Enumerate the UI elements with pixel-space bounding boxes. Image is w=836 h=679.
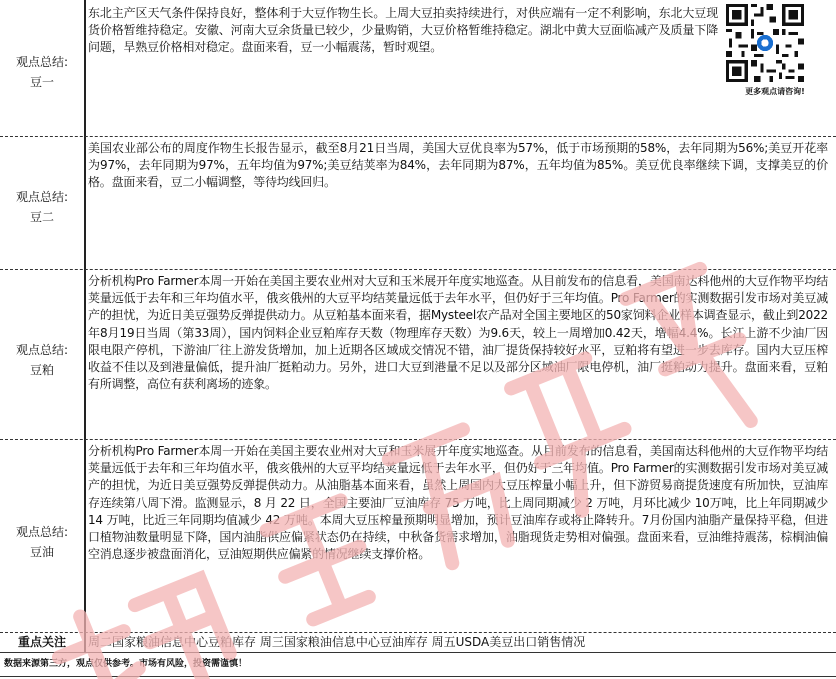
qr-caption: 更多观点请咨询! [745,87,805,96]
footer-divider [0,652,836,653]
focus-label: 重点关注 [17,635,66,649]
section-text-soybean-1: 东北主产区天气条件保持良好，整体利于大豆作物生长。上周大豆拍卖持续进行，对供应端有一定不利影响，东北大豆现货价格暂维持稳定。安徽、河南大豆余货量已较少，少量购销，大豆价格暂维持稳定。湖北中黄大豆面临减产及质量下降问题，旱熟豆价格相对稳定。盘面来看，豆一小幅震荡，暂时观望。 [88,6,718,55]
section-label-product: 豆油 [29,545,54,559]
section-text-soybean-2: 美国农业部公布的周度作物生长报告显示，截至8月21日当周，美国大豆优良率为57%，低于市场预期的58%，去年同期为56%;美豆开花率为97%，去年同期为97%，五年均值为97%;美豆结荚率为84%，去年同期为87%，五年均值为85%。美豆优良率继续下调，支撑美豆的价格。盘面来看，豆二小幅调整，等待均线回归。 [88,141,828,190]
section-divider [0,269,836,270]
section-label-title: 观点总结: [15,525,69,539]
disclaimer-footer: 数据来源第三方，观点仅供参考。市场有风险，投资需谨慎！ [4,659,248,669]
section-label-title: 观点总结: [15,190,69,204]
section-label-title: 观点总结: [15,343,69,357]
section-divider [0,136,836,137]
focus-text: 周二国家粮油信息中心豆粕库存 周三国家粮油信息中心豆油库存 周五USDA美豆出口销售情况 [88,635,586,649]
section-label-soybean-2 [0,187,84,227]
bottom-border [0,676,836,677]
section-label-product: 豆二 [29,210,54,224]
section-label-soybean-1 [0,52,84,92]
qr-code-image [726,4,804,82]
section-divider [0,632,836,633]
section-text-soybean-oil: 分析机构Pro Farmer本周一开始在美国主要农业州对大豆和玉米展开年度实地巡查。从目前发布的信息看，美国南达科他州的大豆作物平均结荚量远低于去年和三年均值水平，俄亥俄州的大豆平均结荚量远低于去年水平，但仍好于三年均值。Pro Farmer的实测数据引发市场对美豆减产的担忧，为近日美豆强势反弹提供动力。从油脂基本面来看，虽然上周国内大豆压榨量小幅上升，但下游贸易商提货速度有所加快，豆油库存连续第八周下滑。监测显示，8 月 22 日，全国主要油厂豆油库存 75 万吨，比上周同期减少 2 万吨，月环比减少 10万吨，比上年同期减少 14 万吨，比近三年同期均值减少 42 万吨。本周大豆压榨量预期明显增加，预计豆油库存或将止降转升。7月份国内油脂产量保持平稳，但进口植物油数量明显下降，国内油脂供应偏紧状态仍在持续，中秋备货需求增加，油脂现货走势相对偏强。盘面来看，豆油维持震荡，棕榈油偏空消息逐步被盘面消化，豆油短期供应偏紧的情况继续支撑价格。 [88,444,828,562]
column-divider [84,0,86,652]
section-label-title: 观点总结: [15,55,69,69]
section-divider [0,439,836,440]
section-label-soybean-meal [0,340,84,380]
section-label-soybean-oil [0,522,84,562]
section-label-product: 豆粕 [29,363,54,377]
section-text-soybean-meal: 分析机构Pro Farmer本周一开始在美国主要农业州对大豆和玉米展开年度实地巡查。从目前发布的信息看，美国南达科他州的大豆作物平均结荚量远低于去年和三年均值水平，俄亥俄州的大豆平均结荚量远低于去年水平，但仍好于三年均值。Pro Farmer的实测数据引发市场对美豆减产的担忧，为近日美豆强势反弹提供动力。从豆粕基本面来看，据Mysteel农产品对全国主要地区的50家饲料企业样本调查显示，截止到2022年8月19日当周（第33周），国内饲料企业豆粕库存天数（物理库存天数）为9.6天，较上一周增加0.42天，增幅4.4%。长江上游不少油厂因限电限产停机，下游油厂往上游发货增加，加上近期各区域成交情况不错，油厂提货保持较好水平，豆粕将有望进一步去库存。国内大豆压榨收益不佳以及到港量偏低，提升油厂挺粕动力。另外，进口大豆到港量不足以及部分区域油厂限电停机，油厂挺粕动力提升。盘面来看，豆粕有所调整，高位有获利离场的迹象。 [88,274,828,392]
section-label-product: 豆一 [29,75,54,89]
